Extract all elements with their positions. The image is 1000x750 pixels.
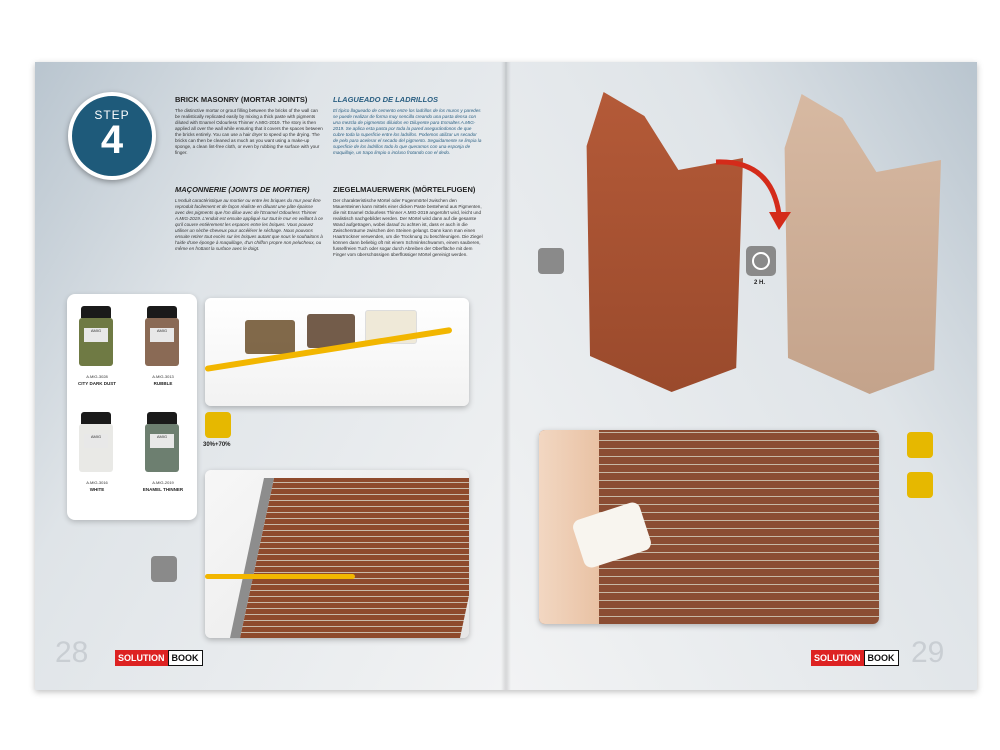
- step-number: 4: [100, 118, 124, 162]
- product-name: WHITE: [89, 487, 105, 492]
- product-card: [67, 294, 197, 520]
- brush-side-icon: [907, 472, 933, 498]
- page-number-right: 29: [911, 636, 945, 669]
- product-name: RUBBLE: [153, 381, 173, 386]
- product-name: CITY DARK DUST: [78, 381, 116, 386]
- page-number-left: 28: [55, 636, 89, 669]
- paragraph-de: Der charakteristische Mörtel oder Fugenmörtel zwischen den Mauersteinen kann mittels einer dicken Paste bestehend aus Pigmenten, die mit Enamel Odourless Thinner A.MIG-2019 angerührt wird, leicht und realistisch nachgebildet werden. Der Mörtel wird dann auf die gesamte Wand aufgetragen, wobei darauf zu achten ist, dass er auch in die Zwischenräume zwischen den Steinen gelangt. Dann kann man einen Haartrockner verwenden, um die Trocknung zu beschleunigen. Die Ziegel können dann beliebig oft mit einem Schminkschwamm, einem sauberen, fusselfreien Tuch oder sogar durch Abreiben der Oberfläche mit dem Finger vom überschüssigen überflüssiger Mörtel gereinigt werden.: [333, 198, 483, 257]
- product-code: A.MIG-3028: [86, 374, 108, 379]
- paragraph-en: The distinctive mortar or grout filling between the bricks of the wall can be realistically replicated easily by mixing a thick paste with pigments diluted with Enamel Odourless Thinner A.MIG-2019. The story is then applied all over the wall while ensuring that it covers the spaces between the bricks entirely. You can use a hair dryer to speed up the drying. The bricks can then be cleaned as much as you want using a make-up sponge, a clean lint-free cloth, or even by rubbing the surface with your finger.: [175, 108, 323, 155]
- paragraph-es: El típico llagueado de cemento entre los ladrillos de los muros y paredes se puede realizar de forma muy sencilla creando una pasta densa con una mezcla de pigmentos diluidos en Diluyente para Esmaltes A.MIG-2019. Se aplica esta pasta por toda la pared asegurándonos de que cubre toda la superficie entre los ladrillos. Podemos utilizar un secador de pelo para acelerar el secado del pigmento. Seguidamente se limpia la superficie de los ladrillos todo lo que queramos con una esponja de maquillaje, un trapo limpio o incluso frotando con el dedo.: [333, 108, 482, 155]
- logo-solution: SOLUTION: [811, 650, 864, 666]
- heading-fr: MAÇONNERIE (JOINTS DE MORTIER): [175, 185, 310, 194]
- arrow-icon: [711, 154, 801, 234]
- photo-sponge-cleaning: [539, 430, 879, 624]
- photo-pigment-mixing: [205, 298, 469, 406]
- ratio-icon: [205, 412, 231, 438]
- jar-enamel-thinner: AMIG: [145, 412, 179, 472]
- timer-icon: [746, 246, 776, 276]
- jar-white: AMIG: [79, 412, 113, 472]
- jar-rubble: AMIG: [145, 306, 179, 366]
- photo-brush-application: [205, 470, 469, 638]
- logo-book: BOOK: [168, 650, 203, 666]
- solution-book-logo-right: [811, 648, 899, 664]
- paragraph-fr: L'enduit caractéristique au mortier ou entre les briques du mur peut être reproduit facilement et de façon réaliste en diluant une pâte épaisse avec des pigments que l'on dilue avec de l'Enamel Odourless Thinner A.MIG-2019. L'enduit est ensuite appliqué sur tout le mur en veillant à ce qu'il couvre entièrement les espaces entre les briques. Vous pouvez utiliser un sèche-cheveux pour accélérer le séchage. Nous pouvons ensuite retirer tout excès sur les briques autant que nous le souhaitons à l'aide d'une éponge à maquillage, d'un chiffon propre non pelucheux, ou même en frottant la surface avec le doigt.: [175, 198, 323, 251]
- sponge-icon-right: [538, 248, 564, 274]
- product-code: A.MIG-3016: [86, 480, 108, 485]
- logo-book: BOOK: [864, 650, 899, 666]
- logo-solution: SOLUTION: [115, 650, 168, 666]
- book-spread: [35, 62, 977, 690]
- gutter: [501, 62, 511, 690]
- sponge-side-icon: [907, 432, 933, 458]
- sponge-icon: [151, 556, 177, 582]
- step-label: STEP: [94, 108, 130, 122]
- solution-book-logo: [115, 648, 203, 664]
- product-name: ENAMEL THINNER: [142, 487, 184, 492]
- product-code: A.MIG-2019: [152, 480, 174, 485]
- heading-en: BRICK MASONRY (MORTAR JOINTS): [175, 95, 308, 104]
- ratio-label: 30%+70%: [203, 442, 231, 448]
- product-code: A.MIG-3013: [152, 374, 174, 379]
- heading-es: LLAGUEADO DE LADRILLOS: [333, 95, 438, 104]
- step-badge: [68, 92, 156, 180]
- time-label: 2 H.: [754, 280, 766, 286]
- jar-city-dark-dust: AMIG: [79, 306, 113, 366]
- heading-de: ZIEGELMAUERWERK (MÖRTELFUGEN): [333, 185, 476, 194]
